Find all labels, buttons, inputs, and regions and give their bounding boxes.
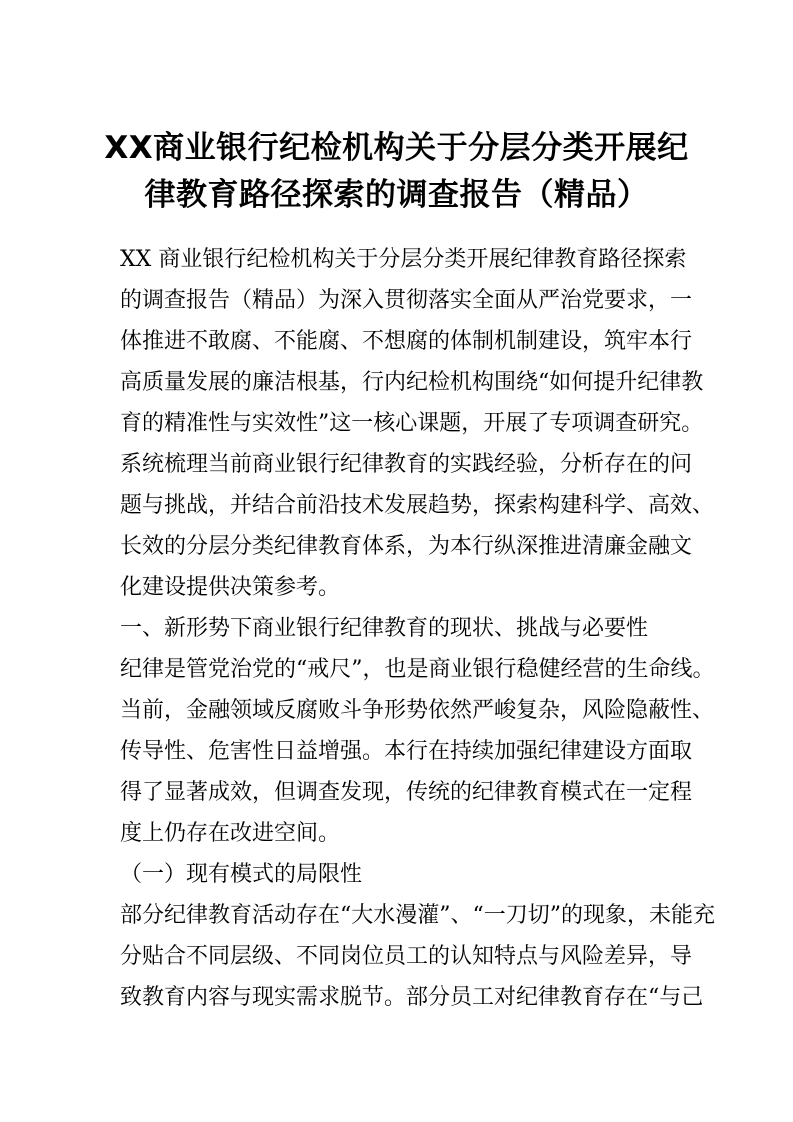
subsection-heading-1: （一）现有模式的局限性 — [120, 862, 363, 887]
body-line-6: 系统梳理当前商业银行纪律教育的实践经验，分析存在的问 — [120, 452, 693, 477]
body-line-17: 部分纪律教育活动存在“大水漫灌”、“一刀切”的现象，未能充 — [120, 903, 715, 928]
body-line-5: 育的精准性与实效性”这一核心课题，开展了专项调查研究。 — [120, 411, 704, 436]
body-line-3: 体推进不敢腐、不能腐、不想腐的体制机制建设，筑牢本行 — [120, 329, 693, 354]
document-title-line-1: XX商业银行纪检机构关于分层分类开展纪 — [104, 130, 689, 166]
body-line-13: 传导性、危害性日益增强。本行在持续加强纪律建设方面取 — [120, 739, 693, 764]
body-line-4: 高质量发展的廉洁根基，行内纪检机构围绕“如何提升纪律教 — [120, 370, 704, 395]
body-line-2: 的调查报告（精品）为深入贯彻落实全面从严治党要求，一 — [120, 288, 693, 313]
body-line-14: 得了显著成效，但调查发现，传统的纪律教育模式在一定程 — [120, 780, 693, 805]
body-line-18: 分贴合不同层级、不同岗位员工的认知特点与风险差异，导 — [120, 944, 693, 969]
section-heading-1: 一、新形势下商业银行纪律教育的现状、挑战与必要性 — [120, 616, 649, 641]
body-line-19: 致教育内容与现实需求脱节。部分员工对纪律教育存在“与己 — [120, 985, 704, 1010]
body-line-12: 当前，金融领域反腐败斗争形势依然严峻复杂，风险隐蔽性、 — [120, 698, 715, 723]
body-line-8: 长效的分层分类纪律教育体系，为本行纵深推进清廉金融文 — [120, 534, 693, 559]
body-line-11: 纪律是管党治党的“戒尺”，也是商业银行稳健经营的生命线。 — [120, 657, 715, 682]
body-line-15: 度上仍存在改进空间。 — [120, 821, 341, 846]
body-line-7: 题与挑战，并结合前沿技术发展趋势，探索构建科学、高效、 — [120, 493, 715, 518]
document-title-line-2: 律教育路径探索的调查报告（精品） — [144, 177, 649, 213]
body-line-9: 化建设提供决策参考。 — [120, 575, 341, 600]
body-line-1: XX 商业银行纪检机构关于分层分类开展纪律教育路径探索 — [120, 247, 687, 272]
